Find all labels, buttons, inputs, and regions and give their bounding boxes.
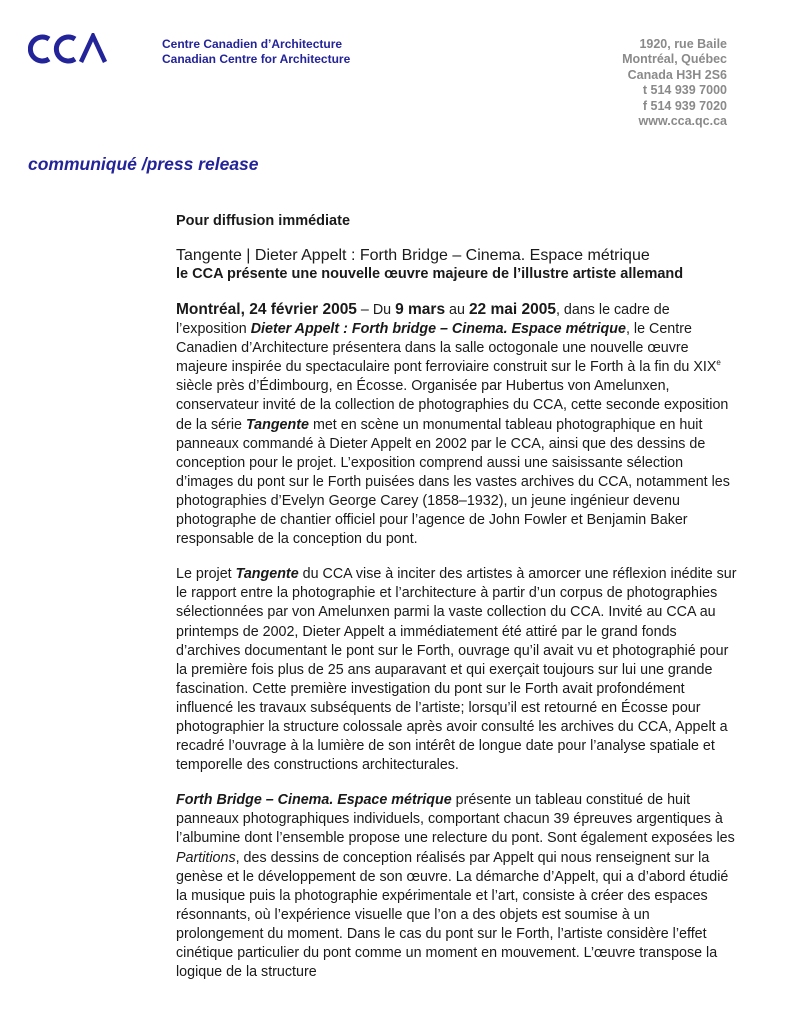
partitions-title: Partitions	[176, 849, 236, 866]
start-date: 9 mars	[395, 301, 446, 318]
organization-name-fr: Centre Canadien d’Architecture	[162, 37, 343, 51]
website-link[interactable]: www.cca.qc.ca	[638, 114, 727, 129]
address-street: 1920, rue Baile	[639, 37, 727, 51]
series-name: Tangente	[245, 416, 309, 433]
text: Le projet	[176, 566, 236, 583]
cca-logo-icon	[28, 33, 108, 70]
release-subtitle: le CCA présente une nouvelle œuvre majeure de l’illustre artiste allemand	[176, 266, 684, 282]
address-postal: Canada H3H 2S6	[627, 67, 727, 82]
text: au	[445, 302, 469, 318]
paragraph-3	[176, 791, 738, 982]
dateline: Montréal, 24 février 2005	[176, 301, 357, 318]
text: , dans le cadre de l’exposition	[176, 302, 670, 338]
paragraph-2	[176, 565, 738, 775]
contact-block	[622, 37, 727, 129]
work-title: Forth Bridge – Cinema. Espace métrique	[176, 792, 452, 809]
end-date: 22 mai 2005	[468, 301, 556, 318]
address-city: Montréal, Québec	[622, 52, 727, 67]
text: siècle près d’Édimbourg, en Écosse. Organisée par Hubertus von Amelunxen, conservateur invité de la collection de photographies du CCA, cette seconde exposition de la série	[176, 378, 729, 433]
document-type-heading: communiqué /press release	[28, 154, 259, 174]
superscript: e	[716, 358, 721, 368]
exhibition-title: Dieter Appelt : Forth bridge – Cinema. Espace métrique	[250, 321, 626, 338]
text: du CCA vise à inciter des artistes à amorcer une réflexion inédite sur le rapport entre la photographie et l’architecture à partir d’un corpus de photographies sélectionnées par von Amelunxen parmi la vaste collection du CCA. Invité au CCA au printemps de 2002, Dieter Appelt a immédiatement été attiré par le grand fonds d’archives documentant le pont sur le Forth, ouvrage qu’il avait vu et photographié pour la première fois plus de 25 ans auparavant et qui exerçait toujours sur lui une grande fascination. Cette première investigation du pont sur le Forth avait profondément influencé les travaux subséquents de l’artiste; lorsqu’il est retourné en Écosse pour photographier la structure colossale après avoir consulté les archives du CCA, Appelt a recadré l’ouvrage à la lumière de son intérêt de longue date pour l’analyse spatiale et temporelle des constructions architecturales.	[176, 566, 737, 774]
text: , le Centre Canadien d’Architecture présentera dans la salle octogonale une nouvelle œuvre majeure inspirée du spectaculaire pont ferroviaire construit sur le Forth à la fin du XIX	[176, 321, 717, 376]
press-release-body	[176, 213, 738, 982]
text: met en scène un monumental tableau photographique en huit panneaux commandé à Dieter Appelt en 2002 par le CCA, ainsi que des dessins de conception pour le projet. L’exposition comprend aussi une saisissante sélection d’images du pont sur le Forth puisées dans les vastes archives du CCA, notamment les photographies d’Evelyn George Carey (1858–1932), un jeune ingénieur devenu photographe de chantier officiel pour l’agence de John Fowler et Benjamin Baker responsable de la conception du pont.	[176, 416, 730, 548]
paragraph-1	[176, 300, 738, 549]
text: , des dessins de conception réalisés par Appelt qui nous renseignent sur la genèse et le développement de son œuvre. La démarche d’Appelt, qui a d’abord étudié la musique puis la photographie expérimentale et l’art, consiste à créer des espaces résonnants, où l’expérience visuelle que l’on a des objets est soumise à un prolongement du moment. Dans le cas du pont sur le Forth, l’artiste considère l’effet cinétique particulier du pont comme un moment en mouvement. L’œuvre transpose la logique de la structure	[176, 849, 729, 981]
text: présente un tableau constitué de huit panneaux photographiques individuels, comportant chacun 39 épreuves argentiques à l’albumine dont l’ensemble propose une relecture du pont. Sont également exposées les	[176, 792, 735, 847]
text: – Du	[356, 302, 396, 318]
organization-name	[162, 37, 350, 67]
phone: t 514 939 7000	[642, 83, 727, 98]
fax: f 514 939 7020	[642, 98, 727, 113]
release-label: Pour diffusion immédiate	[176, 213, 351, 229]
series-name: Tangente	[235, 566, 299, 583]
release-title: Tangente | Dieter Appelt : Forth Bridge – Cinema. Espace métrique	[176, 247, 650, 264]
organization-name-en: Canadian Centre for Architecture	[162, 52, 351, 66]
